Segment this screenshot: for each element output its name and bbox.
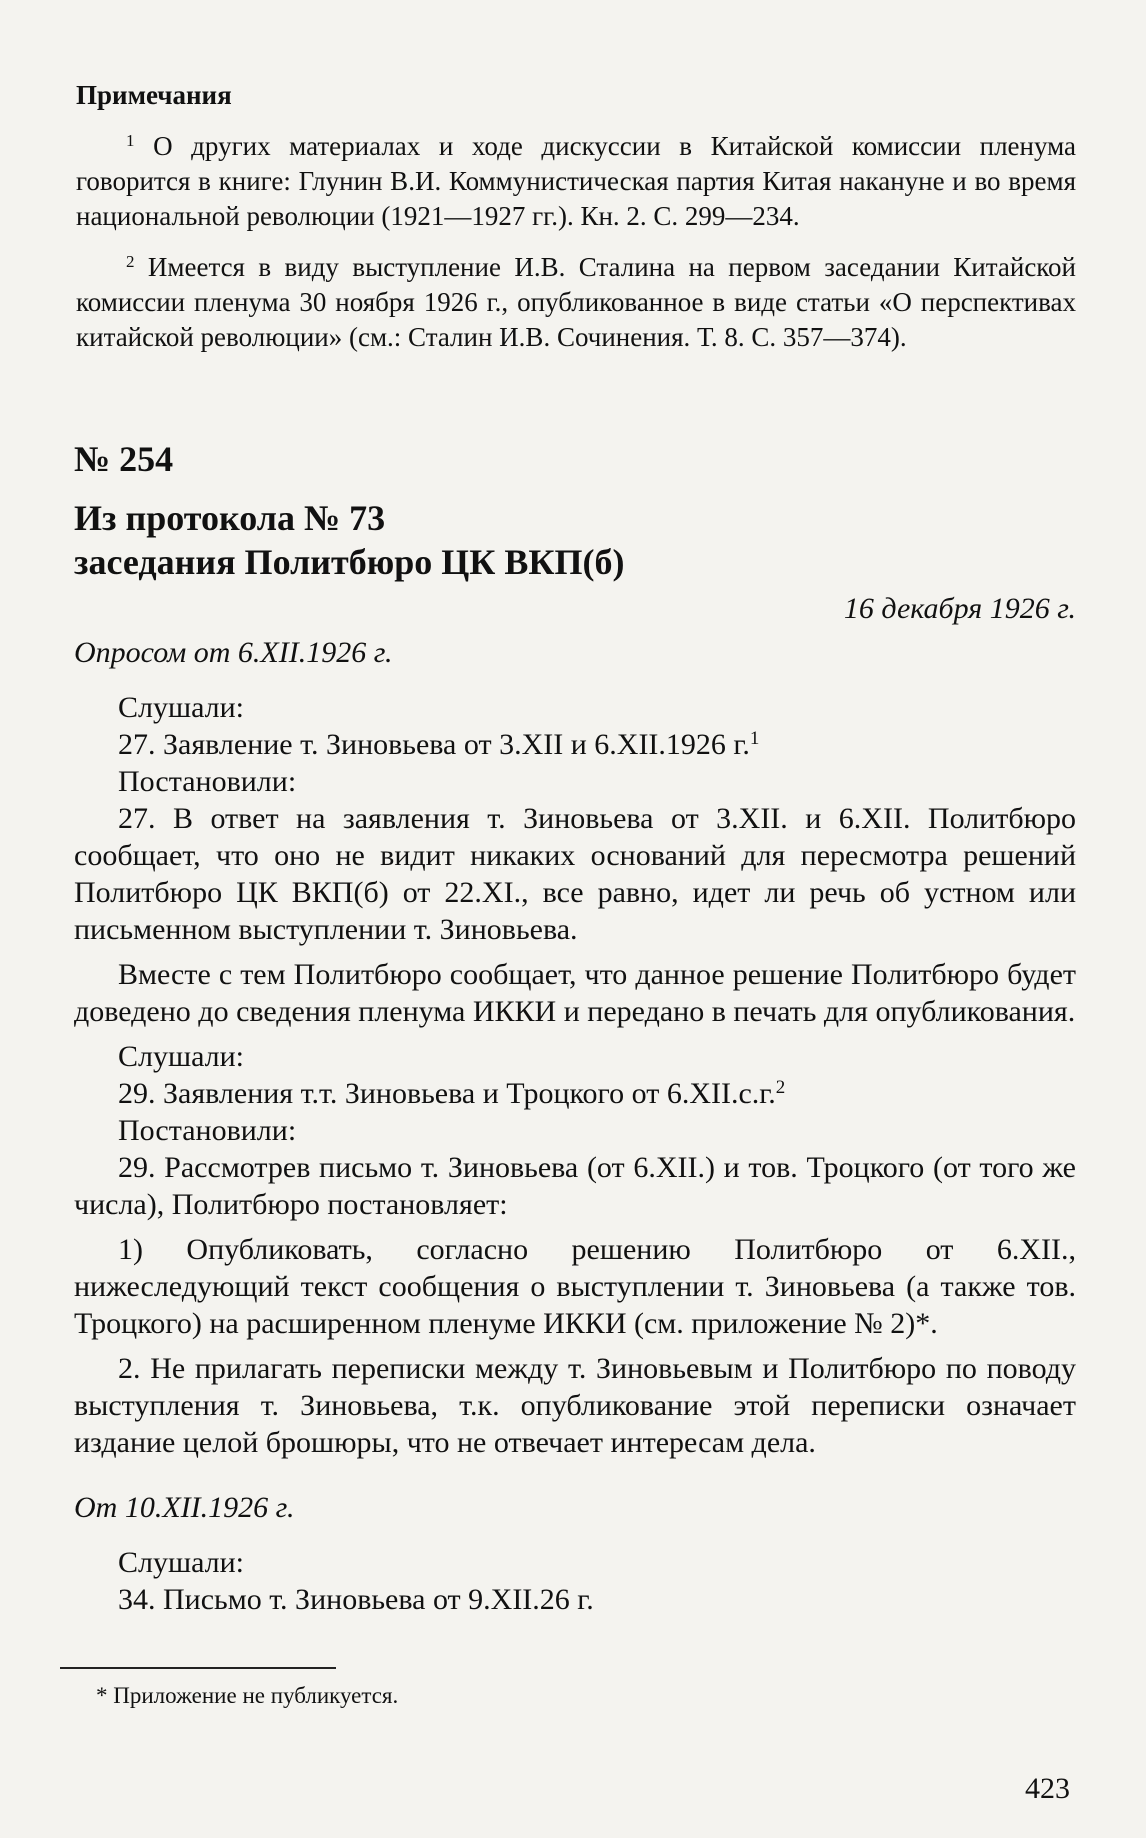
note-2-text: Имеется в виду выступление И.В. Сталина на первом заседании Китайской комиссии пленума 30 ноября 1926 г., опубликованное в виде статьи «О перспективах китайской революции» (см.: Сталин И.В. Сочинения. Т. 8. С. 357—374).: [76, 252, 1076, 352]
note-2: [76, 250, 1076, 355]
item-27-heard-text: 27. Заявление т. Зиновьева от 3.XII и 6.XII.1926 г.: [118, 728, 750, 761]
title-line-1: Из протокола № 73: [74, 498, 386, 538]
decided-label: Постановили:: [118, 1114, 297, 1147]
footnote-ref-2: 2: [775, 1077, 786, 1098]
heard-label: Слушали:: [118, 1546, 245, 1579]
item-29-point-1: 1) Опубликовать, согласно решению Политбюро от 6.XII., нижеследующий текст сообщения о выступлении т. Зиновьева (а также тов. Троцкого) на расширенном пленуме ИККИ (см. приложение № 2)*.: [74, 1233, 1076, 1340]
section-heading-poll: Опросом от 6.XII.1926 г.: [74, 636, 393, 669]
item-27-decision: 27. В ответ на заявления т. Зиновьева от 3.XII. и 6.XII. Политбюро сообщает, что оно не видит никаких оснований для пересмотра решений Политбюро ЦК ВКП(б) от 22.XI., все равно, идет ли речь об устном или письменном выступлении т. Зиновьева.: [74, 802, 1076, 946]
item-29-heard-text: 29. Заявления т.т. Зиновьева и Троцкого от 6.XII.с.г.: [118, 1077, 776, 1110]
item-29-decision: 29. Рассмотрев письмо т. Зиновьева (от 6.XII.) и тов. Троцкого (от того же числа), Политбюро постановляет:: [74, 1151, 1076, 1221]
document-title: [74, 496, 1074, 584]
spacer: [74, 1469, 1076, 1489]
item-27-decision-continued: Вместе с тем Политбюро сообщает, что данное решение Политбюро будет доведено до сведения пленума ИККИ и передано в печать для опубликования.: [74, 958, 1076, 1028]
section-heading-date: От 10.XII.1926 г.: [74, 1491, 295, 1524]
footnote-ref-1: 1: [749, 728, 760, 749]
item-34-heard: 34. Письмо т. Зиновьева от 9.XII.26 г.: [118, 1583, 594, 1616]
protocol-body: [74, 634, 1076, 1618]
page-number: 423: [1025, 1772, 1070, 1805]
note-1-text: О других материалах и ходе дискуссии в Китайской комиссии пленума говорится в книге: Глунин В.И. Коммунистическая партия Китая накануне и во время национальной революции (1921—1927 гг.). Кн. 2. С. 299—234.: [76, 131, 1076, 231]
heard-label: Слушали:: [118, 691, 245, 724]
notes-section: [76, 80, 1076, 371]
note-1-marker: 1: [126, 131, 135, 150]
title-line-2: заседания Политбюро ЦК ВКП(б): [74, 542, 625, 582]
footnote: * Приложение не публикуется.: [96, 1683, 399, 1708]
footnote-divider: [60, 1667, 336, 1669]
note-1: [76, 129, 1076, 234]
item-29-heard: [74, 1075, 1076, 1112]
notes-title: Примечания: [76, 80, 232, 110]
heard-label: Слушали:: [118, 1040, 245, 1073]
decided-label: Постановили:: [118, 765, 297, 798]
document-date: 16 декабря 1926 г.: [843, 592, 1076, 625]
item-27-heard: [74, 726, 1076, 763]
note-2-marker: 2: [126, 252, 135, 271]
item-29-point-2: 2. Не прилагать переписки между т. Зиновьевым и Политбюро по поводу выступления т. Зиновьева, т.к. опубликование этой переписки означает издание целой брошюры, что не отвечает интересам дела.: [74, 1352, 1076, 1459]
document-number: № 254: [74, 439, 174, 479]
